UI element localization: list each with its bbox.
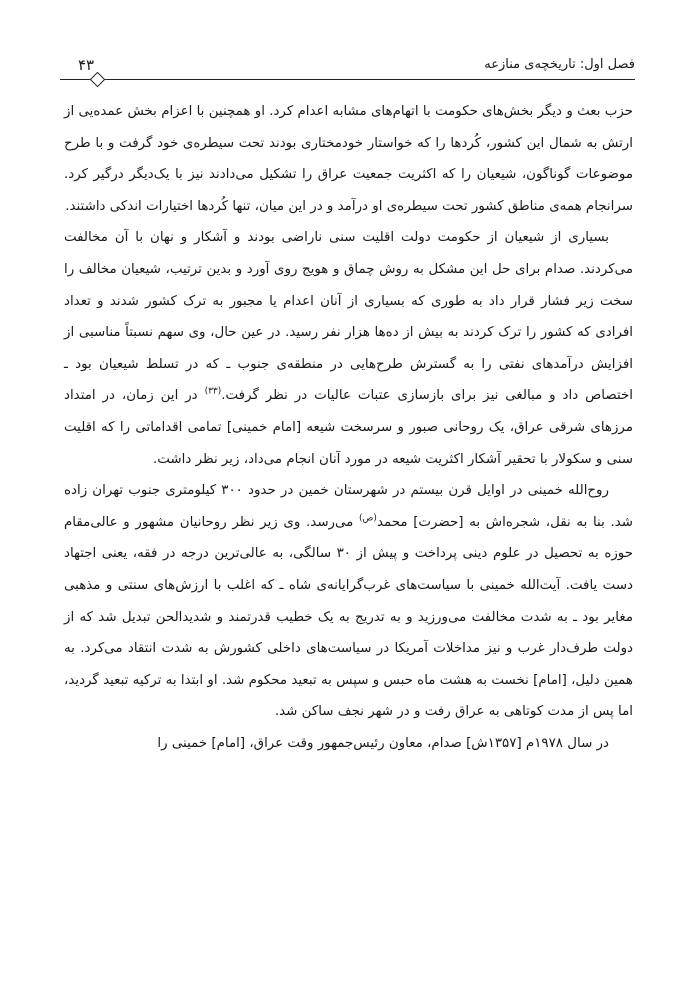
paragraph-text: بسیاری از شیعیان از حکومت دولت اقلیت سنی ناراضی بودند و آشکار و نهان با آن مخالفت می‌کردند. صدام برای حل این مشکل به روش چماق و هویج روی آورد و بدین ترتیب، شیعیان مخالف را سخت زیر فشار قرار داد به طوری که بسیاری از آنان اعدام یا مجبور به ترک کشور شدند و تعداد افرادی که کشور را ترک کردند به بیش از ده‌ها هزار نفر رسید. در عین حال، وی سهم نسبتاً مناسبی از افزایش درآمدهای نفتی را به گسترش طرح‌هایی در منطقه‌ی جنوب ـ که در تسلط شیعیان بود ـ اختصاص داد و مبالغی نیز برای بازسازی عتبات عالیات در نظر گرفت. [64, 230, 633, 404]
page-number: ۴۳ [78, 56, 95, 74]
body-text [64, 96, 633, 759]
paragraph-4 [64, 728, 633, 760]
chapter-title: فصل اول: تاریخچه‌ی منازعه [484, 57, 635, 72]
header-rule [60, 79, 635, 80]
running-header [60, 50, 635, 80]
paragraph-2 [64, 222, 633, 475]
paragraph-text: در سال ۱۹۷۸م [۱۳۵۷ش] صدام، معاون رئیس‌جمهور وقت عراق، [امام] خمینی را [157, 735, 609, 751]
paragraph-text-continued: می‌رسد. وی زیر نظر روحانیان مشهور و عالی‌مقام حوزه به تحصیل در علوم دینی پرداخت و پیش از ۳۰ سالگی، به عالی‌ترین درجه در فقه، یعنی اجتهاد دست یافت. آیت‌الله خمینی با سیاست‌های غرب‌گرایانه‌ی شاه ـ که اغلب با ارزش‌های سنتی و مذهبی مغایر بود ـ به شدت مخالفت می‌ورزید و به تدریج به یک خطیب قدرتمند و شدیدالحن تبدیل شد که از دولت طرف‌دار غرب و نیز مداخلات آمریکا در سیاست‌های داخلی کشورش به شدت انتقاد می‌کرد. به همین دلیل، [امام] نخست به هشت ماه حبس و سپس به تبعید محکوم شد. او ابتدا به ترکیه تبعید گردید، اما پس از مدت کوتاهی به عراق رفت و در شهر نجف ساکن شد. [64, 514, 633, 720]
paragraph-3 [64, 475, 633, 728]
paragraph-text: حزب بعث و دیگر بخش‌های حکومت با اتهام‌های مشابه اعدام کرد. او همچنین با اعزام بخش عمده‌یی از ارتش به شمال این کشور، کُردها را که خواستار خودمختاری بودند تحت سیطره‌ی خود گرفت و با طرح موضوعات گوناگون، شیعیان را که اکثریت جمعیت عراق را تشکیل می‌دادند نیز با یک‌دیگر درگیر کرد. سرانجام همه‌ی مناطق کشور تحت سیطره‌ی او درآمد و در این میان، تنها کُردها اختیارات اندکی داشتند. [64, 104, 633, 214]
endnote-marker[interactable]: (۳۳) [204, 386, 222, 397]
paragraph-1 [64, 96, 633, 222]
honorific-marker: (ص) [359, 513, 377, 524]
paragraph-text-continued: در این زمان، در امتداد مرزهای شرقی عراق، یک روحانی صبور و سرسخت شیعه [امام خمینی] تمامی اقداماتی را که اقلیت سنی و سکولار با تحقیر آشکار اکثریت شیعه در مورد آنان انجام می‌داد، زیر نظر داشت. [64, 388, 633, 467]
paragraph-text: روح‌الله خمینی در اوایل قرن بیستم در شهرستان خمین در حدود ۳۰۰ کیلومتری جنوب تهران زاده شد. بنا به نقل، شجره‌اش به [حضرت] محمد [64, 483, 633, 530]
diamond-ornament-icon [90, 72, 106, 88]
